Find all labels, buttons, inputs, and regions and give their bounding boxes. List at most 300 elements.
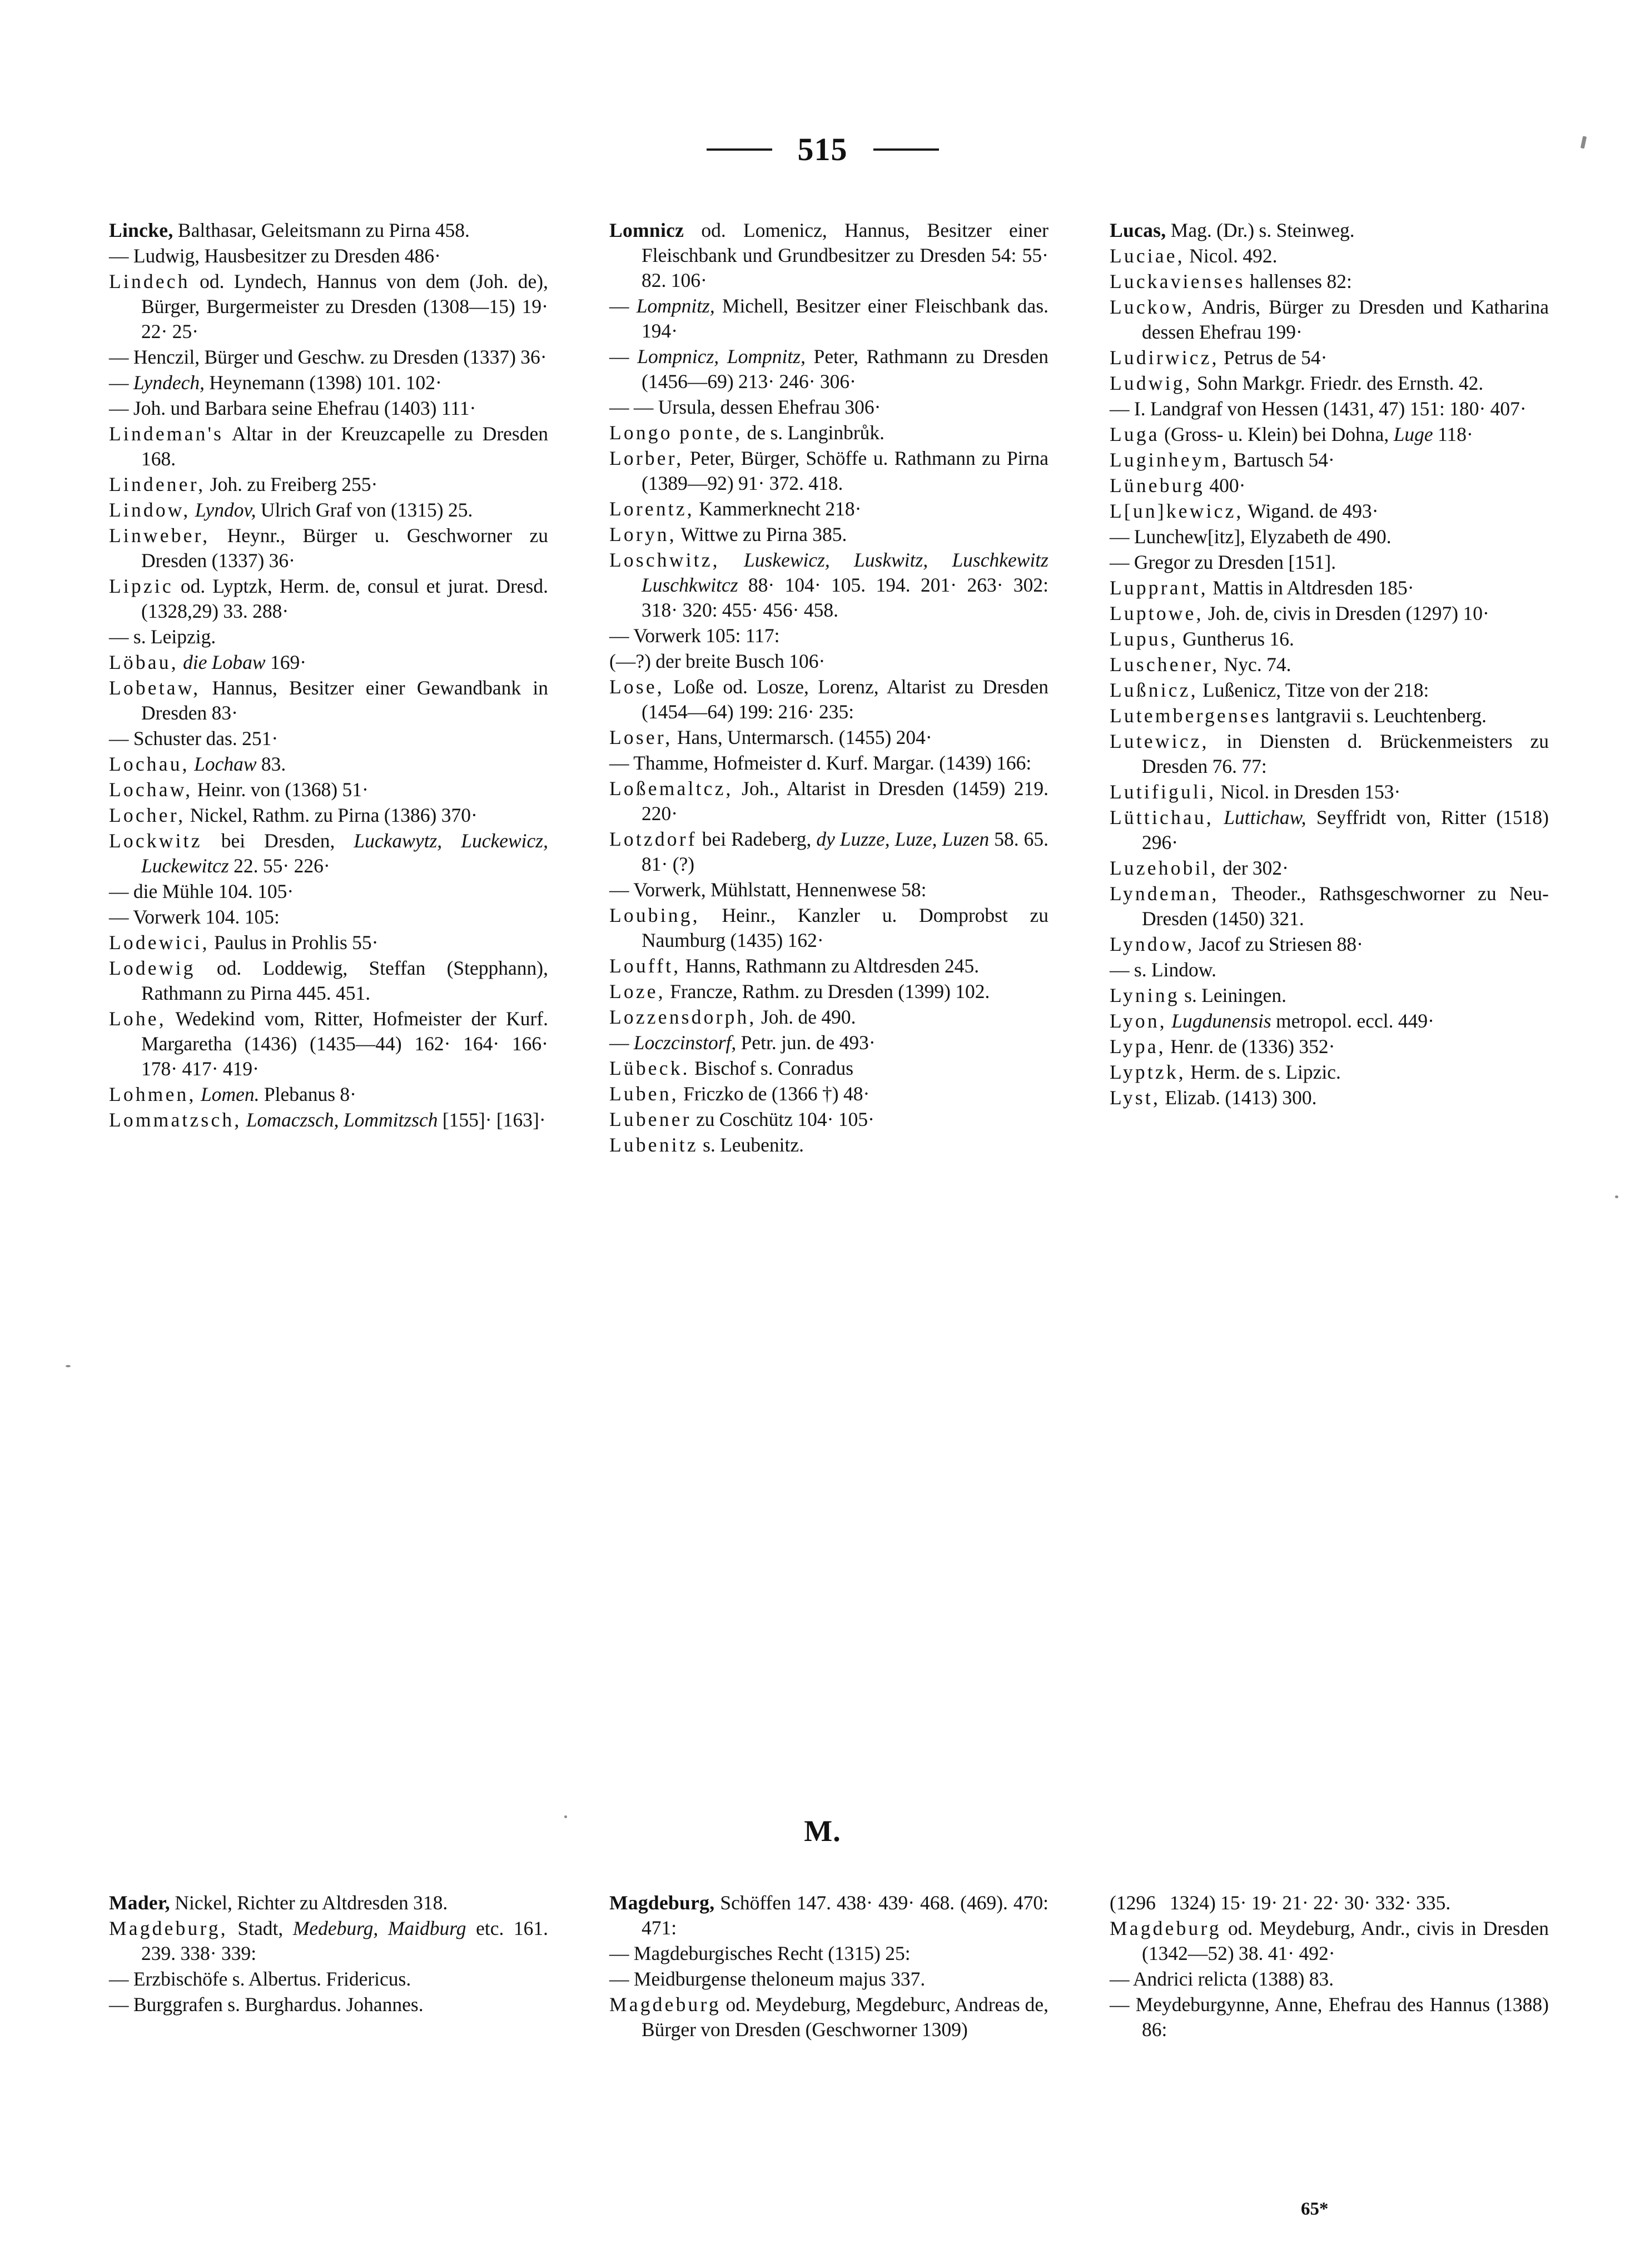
entry-text: Stadt, Medeburg, Maidburg etc. 161. 239. 338· 339: [141, 1917, 548, 1964]
entry-text: Joh. de, civis in Dresden (1297) 10· [1203, 602, 1489, 624]
entry-text: Vorwerk, Mühlstatt, Hennenwese 58: [629, 879, 927, 901]
entry-continuation-dash: — [109, 371, 129, 394]
entry-text: od. Meydeburg, Megdeburc, Andreas de, Bürger von Dresden (Geschworner 1309) [642, 1993, 1048, 2041]
entry-headword: Loschwitz, [609, 549, 720, 571]
entry-text: Paulus in Prohlis 55· [209, 931, 379, 954]
entry-headword: Lochaw, [109, 778, 193, 801]
entry-text: Wittwe zu Pirna 385. [676, 523, 847, 545]
index-entry [1110, 269, 1549, 294]
index-entry [1110, 550, 1549, 575]
entry-continuation-dash: — [609, 752, 629, 774]
entry-headword: Lorber, [609, 447, 684, 469]
entry-headword: Lucas, [1110, 219, 1166, 241]
index-entry [1110, 473, 1549, 498]
index-entry [1110, 881, 1549, 931]
index-entry [609, 1967, 1048, 1992]
entry-headword: Ludwig, [1110, 372, 1192, 394]
entry-headword: Lodewici, [109, 931, 210, 954]
index-entry [1110, 703, 1549, 728]
index-entry [109, 370, 548, 395]
entry-continuation-dash: — [109, 245, 129, 267]
entry-headword: Lüttichau, [1110, 806, 1214, 828]
entry-headword: Lübeck. [609, 1057, 690, 1079]
index-entry [109, 650, 548, 675]
entry-continuation-dash: — [609, 1031, 629, 1054]
entry-text: Petrus de 54· [1219, 346, 1328, 369]
entry-headword: Lodewig [109, 957, 196, 979]
entry-text: Lyndov, Ulrich Graf von (1315) 25. [195, 499, 473, 521]
head-rule-left [707, 148, 772, 151]
entry-headword: Luga [1110, 423, 1160, 445]
entry-text: Meidburgense theloneum majus 337. [629, 1968, 926, 1990]
index-entry [109, 498, 548, 523]
entry-continuation-dash: — [109, 727, 129, 750]
entry-text: Henczil, Bürger und Geschw. zu Dresden (1337) 36· [128, 346, 547, 368]
index-entry [1110, 575, 1549, 601]
index-entry [1110, 345, 1549, 370]
entry-text: od. Lyndech, Hannus von dem (Joh. de), Bürger, Burgermeister zu Dresden (1308—15) 19· 22· 25· [141, 270, 548, 343]
index-column-3 [1110, 218, 1549, 1158]
scan-speck [66, 1365, 71, 1367]
entry-text: Bartusch 54· [1229, 449, 1335, 471]
entry-continuation-dash: — [1110, 398, 1130, 420]
index-entry [109, 624, 548, 649]
index-entry [1110, 371, 1549, 396]
entry-text: s. Leipzig. [128, 626, 216, 648]
entry-text: Mag. (Dr.) s. Steinweg. [1166, 219, 1355, 241]
index-entry [1110, 422, 1549, 447]
entry-headword: Lyptzk, [1110, 1061, 1186, 1083]
entry-headword: Lutewicz, [1110, 730, 1209, 752]
entry-headword: L[un]kewicz, [1110, 500, 1244, 522]
entry-text: Nyc. 74. [1219, 653, 1291, 676]
head-rule-right [873, 148, 939, 151]
index-entry [109, 269, 548, 344]
entry-text: Lußenicz, Titze von der 218: [1197, 679, 1429, 701]
entry-headword: Lubenitz [609, 1134, 698, 1156]
entry-headword: Magdeburg [609, 1993, 721, 2016]
entry-text: Joh. de 490. [756, 1006, 856, 1028]
index-entry [1110, 957, 1549, 982]
entry-continuation-dash: — [609, 345, 629, 368]
entry-headword: Lose, [609, 676, 664, 698]
index-entry [109, 244, 548, 269]
entry-headword: Lindeman's [109, 423, 224, 445]
entry-continuation-dash: — — [609, 396, 654, 418]
index-entry [1110, 1034, 1549, 1059]
index-entry [109, 956, 548, 1006]
entry-headword: Lyst, [1110, 1086, 1161, 1109]
index-entry [1110, 1060, 1549, 1085]
index-entry [609, 548, 1048, 623]
entry-headword: Lipzic [109, 575, 173, 597]
index-entry [109, 803, 548, 828]
entry-headword: Lüneburg [1110, 474, 1205, 497]
entry-text: Lomen. Plebanus 8· [200, 1083, 356, 1105]
index-entry [109, 752, 548, 777]
index-entry [1110, 448, 1549, 473]
index-entry [609, 395, 1048, 420]
entry-headword: Lyning [1110, 984, 1180, 1006]
index-entry [109, 676, 548, 726]
index-entry [609, 420, 1048, 445]
entry-text: bei Dresden, Luckawytz, Luckewicz, Luckewitcz 22. 55· 226· [141, 830, 548, 877]
index-entry [609, 674, 1048, 724]
index-entry [109, 1967, 548, 1992]
index-entry [609, 1005, 1048, 1030]
index-entry [609, 776, 1048, 826]
index-entry [109, 1082, 548, 1107]
entry-text: Joh., Altarist in Dresden (1459) 219. 220· [642, 777, 1048, 825]
entry-text: Peter, Bürger, Schöffe u. Rathmann zu Pirna (1389—92) 91· 372. 418. [642, 447, 1048, 494]
page-number: 515 [797, 131, 848, 167]
index-entry [609, 877, 1048, 902]
entry-text: Lochaw 83. [194, 753, 286, 775]
entry-headword: Lupprant, [1110, 577, 1208, 599]
index-entry [1110, 1992, 1549, 2042]
index-entry [109, 1006, 548, 1081]
index-entry [1110, 1916, 1549, 1966]
entry-text: s. Leiningen. [1179, 984, 1287, 1006]
entry-headword: Luckow, [1110, 296, 1195, 318]
index-entry [609, 218, 1048, 293]
entry-text: Ludwig, Hausbesitzer zu Dresden 486· [128, 245, 441, 267]
index-entry [609, 725, 1048, 750]
entry-headword: Lypa, [1110, 1035, 1166, 1058]
index-entry [1110, 627, 1549, 652]
index-entry [1110, 1890, 1549, 1915]
entry-text: Nickel, Richter zu Altdresden 318. [170, 1892, 448, 1914]
index-entry [1110, 856, 1549, 881]
entry-headword: Lindech [109, 270, 190, 292]
index-entry [109, 421, 548, 472]
entry-text: Loße od. Losze, Lorenz, Altarist zu Dresden (1454—64) 199: 216· 235: [642, 676, 1048, 723]
index-entry [1110, 805, 1549, 855]
entry-text: 400· [1204, 474, 1246, 497]
index-entry [609, 979, 1048, 1004]
entry-continuation-dash: — [609, 624, 629, 647]
entry-text: od. Lyptzk, Herm. de, consul et jurat. Dresd. (1328,29) 33. 288· [141, 575, 548, 622]
entry-text: od. Meydeburg, Andr., civis in Dresden (1342—52) 38. 41· 492· [1142, 1917, 1549, 1964]
index-entry [109, 1890, 548, 1915]
entry-headword: Magdeburg, [609, 1892, 715, 1914]
index-entry [1110, 678, 1549, 703]
index-entry [109, 218, 548, 243]
entry-continuation-dash: — [109, 626, 129, 648]
entry-text: s. Leubenitz. [698, 1134, 804, 1156]
entry-headword: Loser, [609, 726, 673, 748]
entry-text: Jacof zu Striesen 88· [1194, 933, 1363, 955]
entry-headword: Lobetaw, [109, 677, 201, 699]
entry-text: Andrici relicta (1388) 83. [1129, 1968, 1334, 1990]
entry-text: Sohn Markgr. Friedr. des Ernsth. 42. [1192, 372, 1484, 394]
entry-text: Hannus, Besitzer einer Gewandbank in Dresden 83· [141, 677, 548, 724]
entry-text: (1296 1324) 15· 19· 21· 22· 30· 332· 335. [1110, 1892, 1451, 1914]
entry-text: Ursula, dessen Ehefrau 306· [653, 396, 881, 418]
index-entry [1110, 396, 1549, 421]
entry-text: I. Landgraf von Hessen (1431, 47) 151: 180· 407· [1129, 398, 1527, 420]
index-entry [1110, 499, 1549, 524]
entry-headword: Luben, [609, 1083, 679, 1105]
entry-continuation-dash: — [1110, 1993, 1130, 2016]
entry-headword: Longo ponte, [609, 421, 743, 444]
index-entry [1110, 244, 1549, 269]
index-entry [609, 751, 1048, 776]
entry-headword: Luptowe, [1110, 602, 1204, 624]
index-entry [109, 1992, 548, 2017]
index-entry [609, 827, 1048, 877]
entry-continuation-dash: — [1110, 525, 1130, 548]
entry-text: Guntherus 16. [1177, 628, 1294, 650]
entry-text: Henr. de (1336) 352· [1165, 1035, 1335, 1058]
entry-headword: Lyndow, [1110, 933, 1195, 955]
entry-text: Balthasar, Geleitsmann zu Pirna 458. [173, 219, 470, 241]
entry-headword: (—?) [609, 650, 651, 672]
entry-headword: Luginheym, [1110, 449, 1229, 471]
entry-headword: Loßemaltcz, [609, 777, 733, 800]
index-entry [109, 574, 548, 624]
index-entry [109, 523, 548, 573]
scan-speck [564, 1815, 567, 1818]
index-entry [109, 472, 548, 497]
entry-text: Loczcinstorf, Petr. jun. de 493· [633, 1031, 876, 1054]
index-entry [1110, 932, 1549, 957]
entry-text: od. Loddewig, Steffan (Stepphann), Rathmann zu Pirna 445. 451. [141, 957, 548, 1004]
entry-continuation-dash: — [1110, 959, 1130, 981]
entry-text: Luskewicz, Luskwitz, Luschkewitz Luschkwitcz 88· 104· 105. 194. 201· 263· 302: 318· 320: 455· 456· 458. [642, 549, 1048, 621]
entry-headword: Lockwitz [109, 830, 202, 852]
entry-continuation-dash: — [1110, 1968, 1130, 1990]
entry-continuation-dash: — [609, 1968, 629, 1990]
entry-headword: Lyon, [1110, 1010, 1167, 1032]
index-entry [1110, 1085, 1549, 1110]
entry-text: Lomaczsch, Lommitzsch [155]· [163]· [246, 1109, 546, 1131]
entry-continuation-dash: — [109, 906, 129, 928]
entry-text: der breite Busch 106· [650, 650, 826, 672]
index-entry [109, 828, 548, 879]
entry-text: Gregor zu Dresden [151]. [1129, 551, 1336, 573]
entry-headword: Lohmen, [109, 1083, 196, 1105]
index-column-1 [109, 218, 548, 1158]
entry-headword: Lommatzsch, [109, 1109, 242, 1131]
entry-text: der 302· [1217, 857, 1289, 879]
index-entry [609, 294, 1048, 344]
entry-text: Schuster das. 251· [128, 727, 279, 750]
entry-text: Theoder., Rathsgeschworner zu Neu-Dresden (1450) 321. [1142, 882, 1549, 930]
index-entry [1110, 601, 1549, 626]
index-entry [609, 623, 1048, 648]
entry-headword: Magdeburg, [109, 1917, 228, 1939]
entry-text: die Mühle 104. 105· [128, 880, 294, 902]
entry-text: Heinr., Kanzler u. Domprobst zu Naumburg (1435) 162· [642, 904, 1048, 951]
entry-text: Bischof s. Conradus [689, 1057, 854, 1079]
index-entry [1110, 1967, 1549, 1992]
entry-text: Joh. zu Freiberg 255· [205, 473, 378, 495]
index-entry [1110, 729, 1549, 779]
entry-text: s. Lindow. [1129, 959, 1216, 981]
entry-text: Heinr. von (1368) 51· [192, 778, 369, 801]
entry-text: Herm. de s. Lipzic. [1185, 1061, 1341, 1083]
index-entry [1110, 1009, 1549, 1034]
entry-continuation-dash: — [609, 1942, 629, 1964]
entry-headword: Luciae, [1110, 245, 1185, 267]
entry-headword: Loze, [609, 980, 665, 1003]
index-entry [109, 930, 548, 955]
index-column-2-bottom [609, 1890, 1048, 2043]
index-entry [1110, 218, 1549, 243]
running-head [0, 133, 1645, 166]
entry-text: Vorwerk 105: 117: [629, 624, 780, 647]
entry-text: Friczko de (1366 †) 48· [678, 1083, 870, 1105]
index-entry [609, 522, 1048, 547]
entry-text: Elizab. (1413) 300. [1160, 1086, 1317, 1109]
index-column-1-bottom [109, 1890, 548, 2043]
index-entry [609, 1890, 1048, 1941]
entry-headword: Locher, [109, 804, 186, 826]
entry-text: Magdeburgisches Recht (1315) 25: [629, 1942, 911, 1964]
entry-text: Luttichaw, Seyffridt von, Ritter (1518) 296· [1142, 806, 1549, 853]
entry-headword: Lupus, [1110, 628, 1178, 650]
entry-text: Lugdunensis metropol. eccl. 449· [1171, 1010, 1434, 1032]
entry-continuation-dash: — [609, 879, 629, 901]
entry-text: Heynr., Bürger u. Geschworner zu Dresden (1337) 36· [141, 524, 548, 572]
entry-text: Lunchew[itz], Elyzabeth de 490. [1129, 525, 1391, 548]
entry-text: de s. Langinbrůk. [742, 421, 885, 444]
index-entry [109, 777, 548, 802]
entry-headword: Lußnicz, [1110, 679, 1198, 701]
index-column-3-bottom [1110, 1890, 1549, 2043]
entry-text: Schöffen 147. 438· 439· 468. (469). 470: 471: [642, 1892, 1048, 1939]
entry-headword: Lutembergenses [1110, 704, 1271, 727]
index-entry [609, 1992, 1048, 2042]
entry-text: Lompnitz, Michell, Besitzer einer Fleischbank das. 194· [636, 295, 1049, 342]
entry-continuation-dash: — [1110, 551, 1130, 573]
entry-headword: Loufft, [609, 955, 681, 977]
index-entry [609, 1133, 1048, 1158]
entry-headword: Lyndeman, [1110, 882, 1219, 905]
signature-catchword: 65* [1301, 2199, 1329, 2219]
entry-text: zu Coschütz 104· 105· [691, 1108, 874, 1130]
entry-headword: Loryn, [609, 523, 677, 545]
entry-continuation-dash: — [109, 880, 129, 902]
section-letter-heading: M. [804, 1814, 841, 1848]
index-entry [609, 344, 1048, 394]
index-entry [609, 1056, 1048, 1081]
index-entry [609, 1081, 1048, 1106]
index-entry [609, 446, 1048, 496]
index-entry [1110, 983, 1549, 1008]
entry-text: Burggrafen s. Burghardus. Johannes. [128, 1993, 424, 2016]
entry-text: Mattis in Altdresden 185· [1207, 577, 1414, 599]
index-entry [1110, 524, 1549, 549]
entry-text: Andris, Bürger zu Dresden und Katharina dessen Ehefrau 199· [1142, 296, 1549, 343]
index-entry [609, 1107, 1048, 1132]
entry-text: Joh. und Barbara seine Ehefrau (1403) 111· [128, 397, 476, 419]
entry-headword: Lotzdorf [609, 828, 697, 850]
entry-text: Francze, Rathm. zu Dresden (1399) 102. [665, 980, 990, 1003]
entry-headword: Ludirwicz, [1110, 346, 1219, 369]
index-entry [1110, 295, 1549, 345]
index-column-2 [609, 218, 1048, 1158]
index-columns-lower [109, 1890, 1549, 2043]
entry-headword: Lozzensdorph, [609, 1006, 757, 1028]
entry-continuation-dash: — [109, 1993, 129, 2016]
entry-headword: Lochau, [109, 753, 190, 775]
entry-text: Kammerknecht 218· [694, 498, 862, 520]
index-entry [109, 1916, 548, 1966]
entry-headword: Magdeburg [1110, 1917, 1221, 1939]
entry-headword: Lubener [609, 1108, 692, 1130]
entry-headword: Luckavienses [1110, 270, 1245, 292]
entry-text: lantgravii s. Leuchtenberg. [1271, 704, 1487, 727]
entry-text: die Lobaw 169· [183, 651, 307, 673]
entry-text: hallenses 82: [1245, 270, 1352, 292]
index-entry [1110, 780, 1549, 805]
entry-continuation-dash: — [109, 1968, 129, 1990]
entry-headword: Lomnicz [609, 219, 684, 241]
index-entry [609, 497, 1048, 522]
entry-text: Wedekind vom, Ritter, Hofmeister der Kurf. Margaretha (1436) (1435—44) 162· 164· 166· 178· 417· 419· [141, 1008, 548, 1080]
index-entry [609, 903, 1048, 953]
entry-headword: Lorentz, [609, 498, 694, 520]
entry-text: od. Lomenicz, Hannus, Besitzer einer Fleischbank und Grundbesitzer zu Dresden 54: 55· 82. 106· [642, 219, 1048, 291]
entry-text: Lyndech, Heynemann (1398) 101. 102· [133, 371, 442, 394]
entry-text: (Gross- u. Klein) bei Dohna, Luge 118· [1159, 423, 1473, 445]
index-entry [609, 1030, 1048, 1055]
entry-text: in Diensten d. Brückenmeisters zu Dresden 76. 77: [1142, 730, 1549, 777]
index-entry [609, 1941, 1048, 1966]
entry-continuation-dash: — [609, 295, 629, 317]
index-entry [109, 905, 548, 930]
entry-text: Meydeburgynne, Anne, Ehefrau des Hannus (1388) 86: [1129, 1993, 1549, 2041]
scan-speck [1615, 1195, 1618, 1198]
entry-text: Wigand. de 493· [1243, 500, 1379, 522]
entry-headword: Lohe, [109, 1008, 166, 1030]
index-entry [109, 345, 548, 370]
entry-headword: Luschener, [1110, 653, 1220, 676]
entry-headword: Linweber, [109, 524, 210, 547]
entry-text: Nicol. in Dresden 153· [1216, 781, 1401, 803]
entry-text: Altar in der Kreuzcapelle zu Dresden 168. [141, 423, 548, 470]
entry-continuation-dash: — [109, 397, 129, 419]
index-entry [1110, 652, 1549, 677]
entry-text: Lompnicz, Lompnitz, Peter, Rathmann zu Dresden (1456—69) 213· 246· 306· [637, 345, 1048, 393]
entry-headword: Mader, [109, 1892, 170, 1914]
index-entry [109, 726, 548, 751]
entry-text: Hans, Untermarsch. (1455) 204· [672, 726, 932, 748]
entry-headword: Lindener, [109, 473, 206, 495]
entry-text: Vorwerk 104. 105: [128, 906, 280, 928]
entry-headword: Loubing, [609, 904, 700, 926]
index-entry [109, 1108, 548, 1133]
index-entry [109, 879, 548, 904]
index-entry [609, 649, 1048, 674]
entry-text: Hanns, Rathmann zu Altdresden 245. [680, 955, 980, 977]
entry-continuation-dash: — [109, 346, 129, 368]
entry-headword: Luzehobil, [1110, 857, 1218, 879]
entry-text: Erzbischöfe s. Albertus. Fridericus. [128, 1968, 411, 1990]
index-entry [109, 396, 548, 421]
entry-text: bei Radeberg, dy Luzze, Luze, Luzen 58. 65. 81· (?) [642, 828, 1048, 875]
entry-headword: Lindow, [109, 499, 191, 521]
index-columns-upper [109, 218, 1549, 1158]
entry-headword: Lincke, [109, 219, 173, 241]
entry-headword: Löbau, [109, 651, 178, 673]
entry-text: Nicol. 492. [1184, 245, 1278, 267]
entry-headword: Lutifiguli, [1110, 781, 1216, 803]
entry-text: Thamme, Hofmeister d. Kurf. Margar. (1439) 166: [629, 752, 1032, 774]
index-entry [609, 954, 1048, 979]
